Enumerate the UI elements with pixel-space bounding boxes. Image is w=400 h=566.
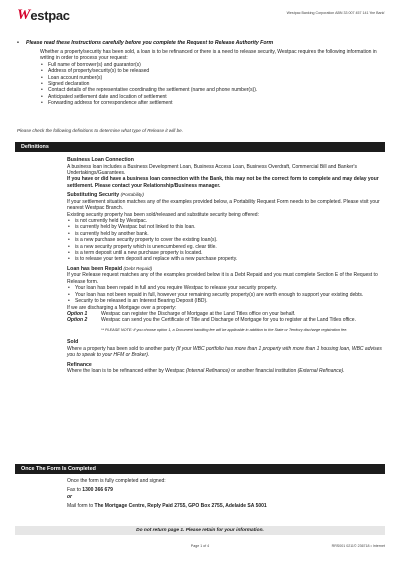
business-warning: If you have or did have a business loan connection with the Bank, this may not be the correct form to complete and may delay your settlement. Please contact your Relationship/Business manager. <box>67 176 379 189</box>
refinance-external: (External Refinance). <box>297 368 345 375</box>
mortgage-intro: If we are discharging a Mortgage over a property: <box>67 304 177 311</box>
retain-notice: Do not return page 1. Please retain for your information. <box>15 526 385 535</box>
page-footer <box>0 544 400 554</box>
sold-para <box>67 346 385 359</box>
list-item: • Anticipated settlement date and location of settlement <box>40 94 380 100</box>
bullet-icon: • <box>17 40 19 46</box>
option-2 <box>67 317 385 323</box>
westpac-logo <box>17 8 70 22</box>
mail-label: Mail form to <box>67 503 95 510</box>
list-item: • Forwarding address for correspondence after settlement <box>40 100 380 106</box>
list-item: • is to release your term deposit and replace with a new purchase property. <box>67 256 385 262</box>
list-item: • is currently held by Westpac but not linked to this loan. <box>67 224 385 230</box>
list-item: • Contact details of the representative coordinating the settlement (name and phone number(s)). <box>40 87 380 93</box>
form-code: RRS001 0211© 236718 • Internet <box>331 544 385 548</box>
sold-para-italic: (If your WBC portfolio has more than 1 property with more than 1 housing loan, WBC advises you to speak to your HFM or Broker). <box>67 345 382 359</box>
sold-para-start: Where a property has been sold to another party <box>67 345 176 352</box>
definitions-bar: Definitions <box>15 142 385 152</box>
list-item: • Signed declaration <box>40 81 380 87</box>
repaid-list <box>67 285 385 304</box>
repaid-para: If your Release request matches any of the examples provided below it is a Debt Repaid and you must complete Section E of the Request to Release form. <box>67 272 378 285</box>
repaid-heading-text: Loan has been Repaid <box>67 265 123 272</box>
refinance-para-start: Where the loan is to be refinanced either by Westpac <box>67 368 186 375</box>
once-section <box>67 478 385 510</box>
list-item: • Your loan has been repaid in full and you require Westpac to release your security property. <box>67 285 385 291</box>
intro-para: Whether a property/security has been sold, a loan is to be refinanced or there is a need to release security, Westpac requires the following information in writing in order to process your request: <box>40 49 377 62</box>
page-header <box>0 0 400 28</box>
fax-label: Fax to <box>67 487 83 494</box>
definitions-note: Please check the following definitions to determine what type of Release it will be. <box>17 128 183 133</box>
refinance-para <box>67 368 385 374</box>
definitions-section <box>67 157 385 375</box>
list-item: • is currently held by another bank. <box>67 231 385 237</box>
list-item: • is a new purchase security property to cover the existing loan(s). <box>67 237 385 243</box>
or-text: or <box>67 493 72 500</box>
list-item: • Address of property/security(s) to be released <box>40 68 380 74</box>
list-item: • is a new security property which is unencumbered eg. clear title. <box>67 244 385 250</box>
list-item: • Your loan has not been repaid in full, however your remaining security property(s) are worth enough to support your existing debts. <box>67 292 385 298</box>
intro-lead-text: Please read these Instructions carefully before you complete the Request to Release Authority Form <box>26 40 274 46</box>
list-item: • Full name of borrower(s) and guarantor(s) <box>40 62 380 68</box>
substitute-heading-sub: (Portability) <box>120 192 144 198</box>
list-item: • Loan account number(s) <box>40 75 380 81</box>
refinance-heading: Refinance <box>67 361 92 368</box>
list-item: • is not currently held by Westpac. <box>67 218 385 224</box>
substitute-heading <box>67 192 385 199</box>
substitute-heading-text: Substituting Security <box>67 192 120 199</box>
corporation-text: Westpac Banking Corporation ABN 33 007 457 141 'the Bank' <box>286 11 385 15</box>
mail-line <box>67 503 385 509</box>
repaid-heading <box>67 266 385 273</box>
list-item: • is a term deposit until a new purchase property is located. <box>67 250 385 256</box>
option-1-text: Westpac can register the Discharge of Mortgage at the Land Titles office on your behalf. <box>101 310 296 317</box>
substitute-list <box>67 218 385 263</box>
fax-number: 1300 366 679 <box>82 487 113 494</box>
repaid-heading-sub: (Debt Repaid) <box>123 265 153 271</box>
substitute-para1: If your settlement situation matches any of the examples provided below, a Portability Request Form needs to be completed. Please visit your nearest Westpac Branch. <box>67 198 380 212</box>
intro-lead <box>17 40 387 46</box>
mail-address: The Mortgage Centre, Reply Paid 2755, GPO Box 2755, Adelaide SA 5001 <box>94 503 267 510</box>
list-item: • Security to be released is an Interest Bearing Deposit (IBD). <box>67 298 385 304</box>
business-heading: Business Loan Connection <box>67 157 134 163</box>
required-info-list <box>40 62 380 107</box>
option-2-text: Westpac can send you the Certificate of Title and Discharge of Mortgage for you to register at the Land Titles office. <box>101 317 356 324</box>
substitute-para2: Existing security property has been sold/released and substitute security being offered: <box>67 211 259 218</box>
refinance-para-mid: or another financial institution <box>229 368 298 375</box>
logo-mark: W <box>17 6 30 23</box>
logo-text: estpac <box>30 7 70 23</box>
business-para: A business loan includes a Business Development Loan, Business Access Loan, Business Overdraft, Commercial Bill and Banker's Undertakings/Guarantees. <box>67 163 357 176</box>
once-completed-bar: Once The Form Is Completed <box>15 464 385 474</box>
option-1-label: Option 1 <box>67 310 88 317</box>
intro-section <box>17 40 387 107</box>
please-note: ** PLEASE NOTE: if you choose option 1, a Document handling fee will be applicable in addition to the State or Territory discharge registration fee. <box>101 327 348 332</box>
sold-heading: Sold <box>67 339 79 346</box>
once-para: Once the form is fully completed and signed: <box>67 478 166 484</box>
refinance-internal: (Internal Refinance) <box>185 368 230 375</box>
page-number: Page 1 of 4 <box>190 544 210 548</box>
option-2-label: Option 2 <box>67 317 88 324</box>
